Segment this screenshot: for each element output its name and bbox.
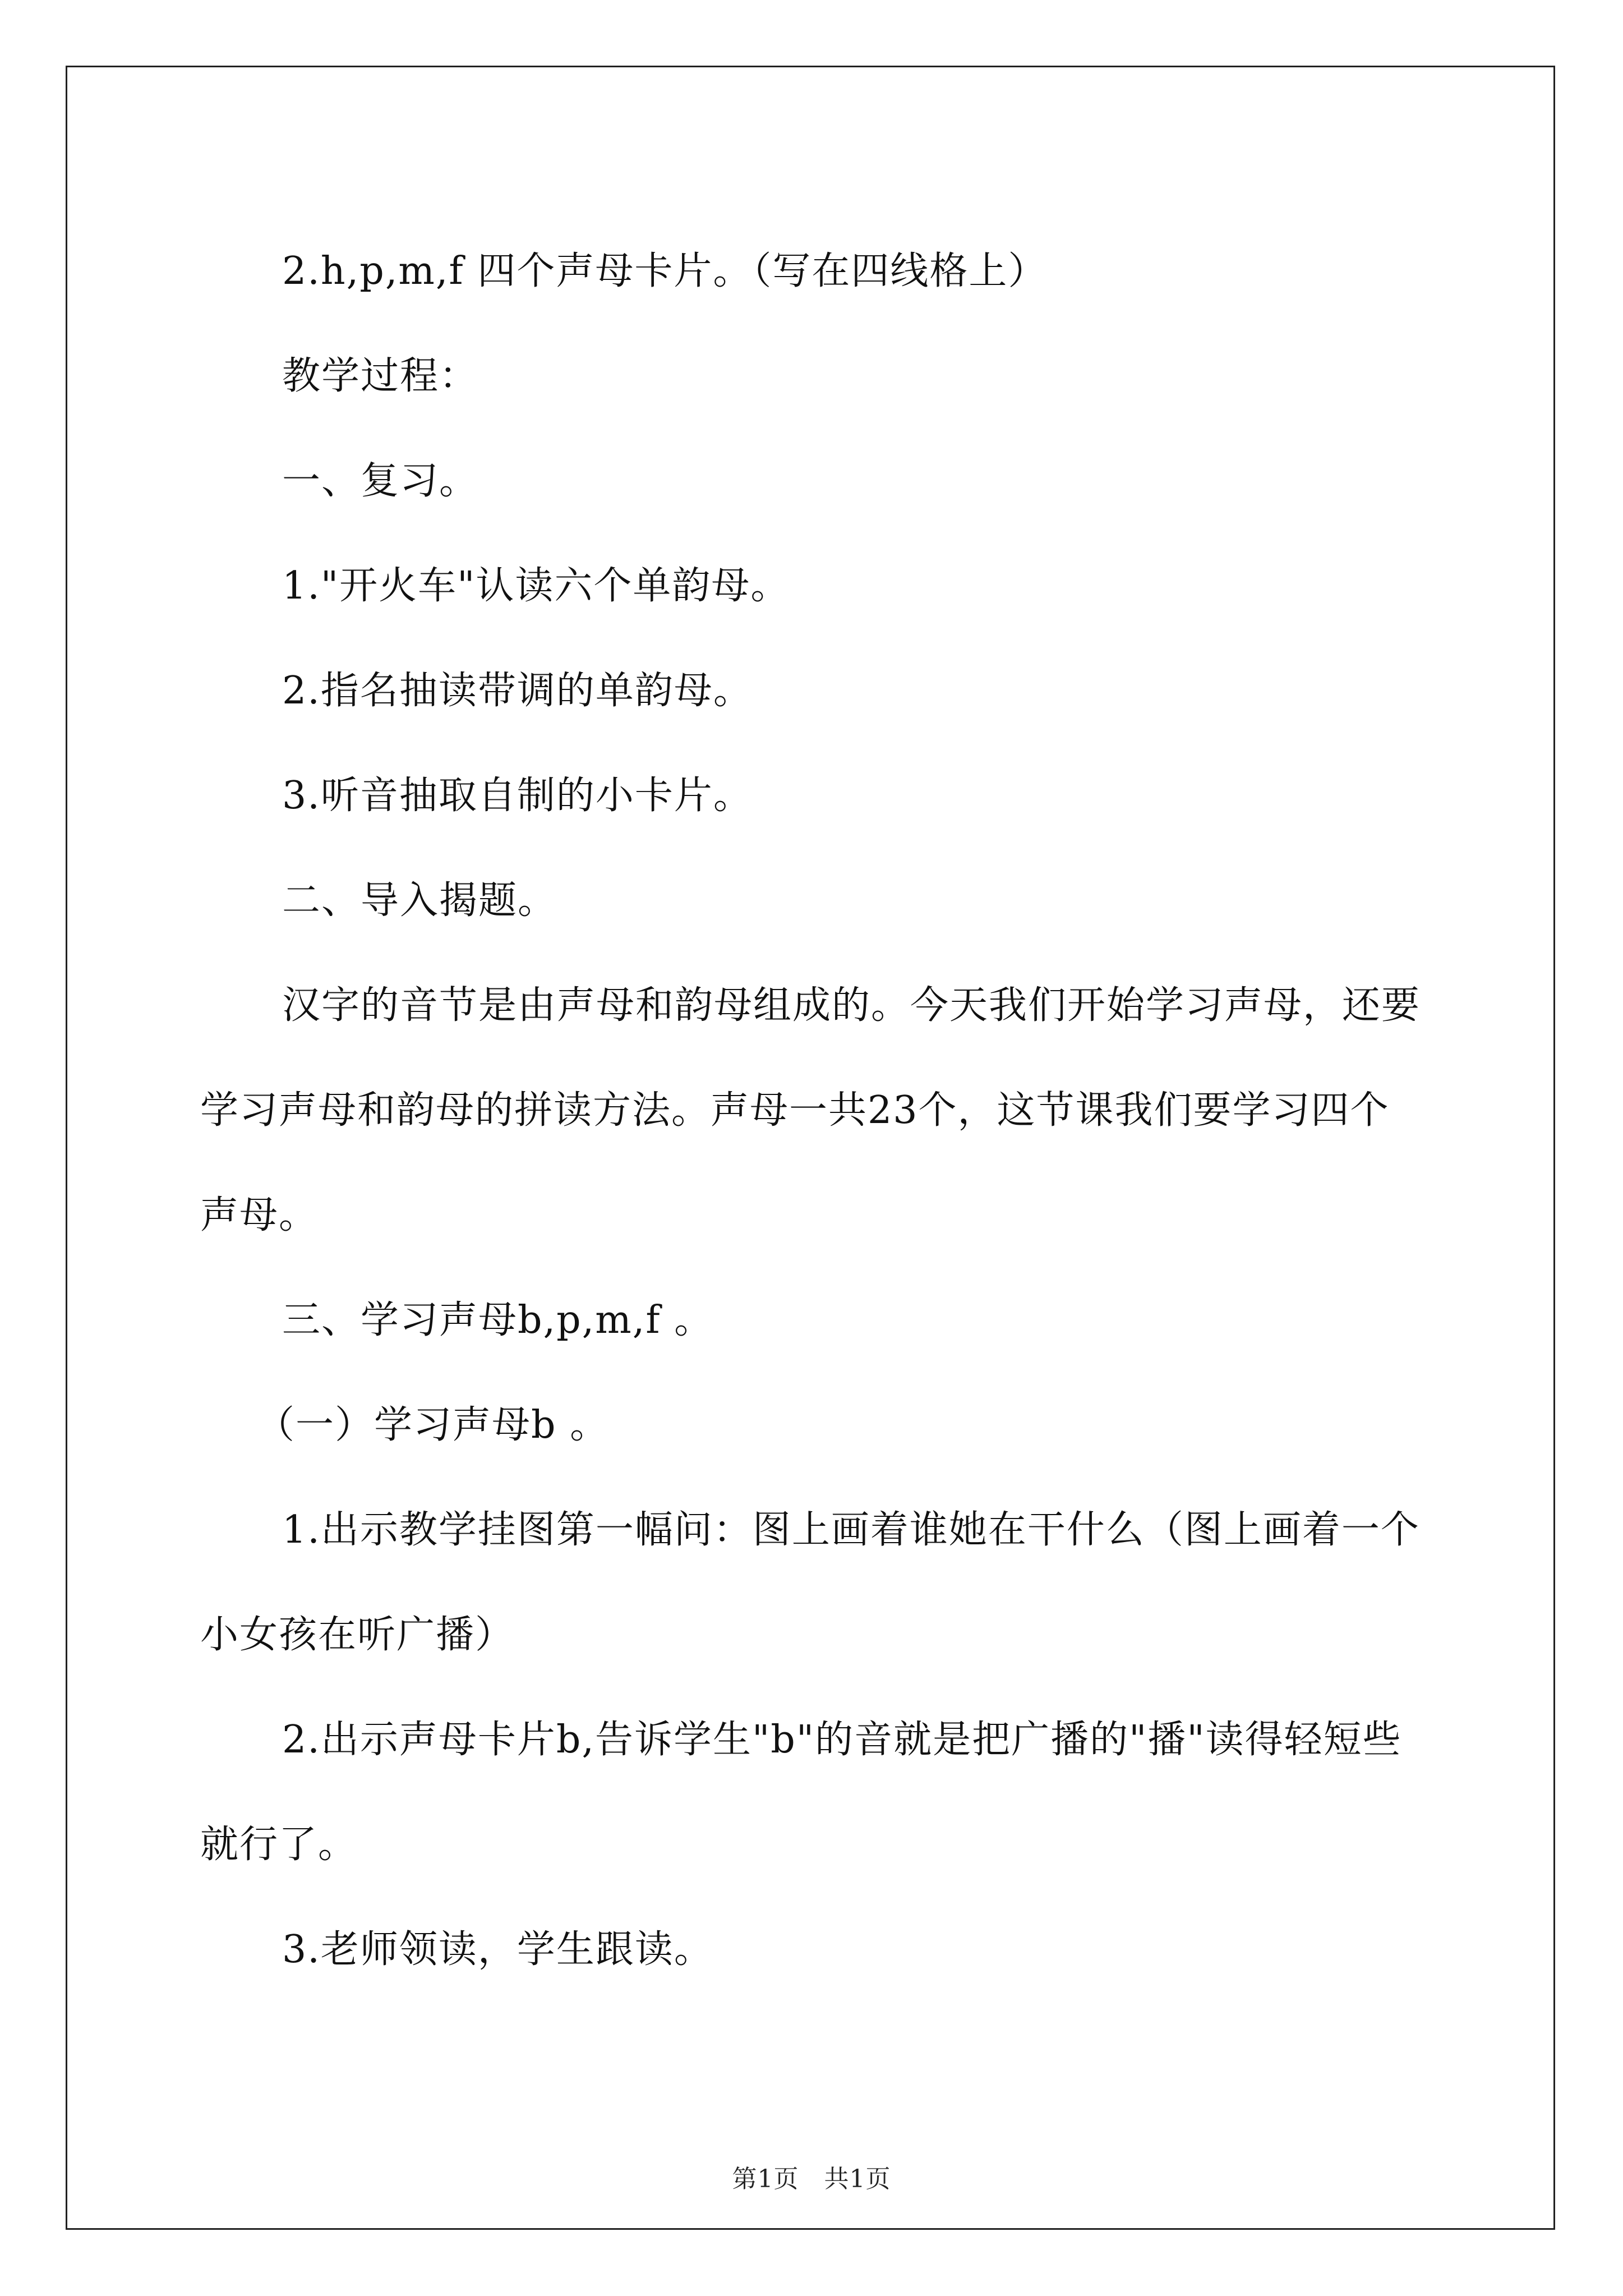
paragraph-learn-b-step-1: 1.出示教学挂图第一幅问：图上画着谁她在干什么（图上画着一个小女孩在听广播） (200, 1508, 1420, 1657)
paragraph-review-item-1: 1."开火车"认读六个单韵母。 (282, 564, 790, 608)
paragraph-learn-b-step-3: 3.老师领读，学生跟读。 (282, 1927, 713, 1972)
paragraph-subsection-learn-b: （一）学习声母b 。 (256, 1403, 610, 1447)
paragraph-section-introduction: 二、导入揭题。 (282, 878, 557, 923)
paragraph-review-item-3: 3.听音抽取自制的小卡片。 (282, 774, 753, 818)
paragraph-teaching-process-heading: 教学过程： (282, 354, 479, 398)
document-body (200, 219, 1428, 2002)
paragraph-section-learn-initials: 三、学习声母b,p,m,f 。 (282, 1298, 714, 1342)
paragraph-review-item-2: 2.指名抽读带调的单韵母。 (282, 669, 753, 713)
paragraph-section-review: 一、复习。 (282, 459, 479, 503)
page-footer: 第1页 共1页 (732, 2165, 891, 2193)
paragraph-learn-b-step-2: 2.出示声母卡片b,告诉学生"b"的音就是把广播的"播"读得轻短些就行了。 (200, 1718, 1402, 1867)
paragraph-materials-cards: 2.h,p,m,f 四个声母卡片。（写在四线格上） (282, 249, 1048, 293)
paragraph-introduction-body: 汉字的音节是由声母和韵母组成的。今天我们开始学习声母，还要学习声母和韵母的拼读方法。声母一共23个，这节课我们要学习四个声母。 (200, 983, 1421, 1237)
